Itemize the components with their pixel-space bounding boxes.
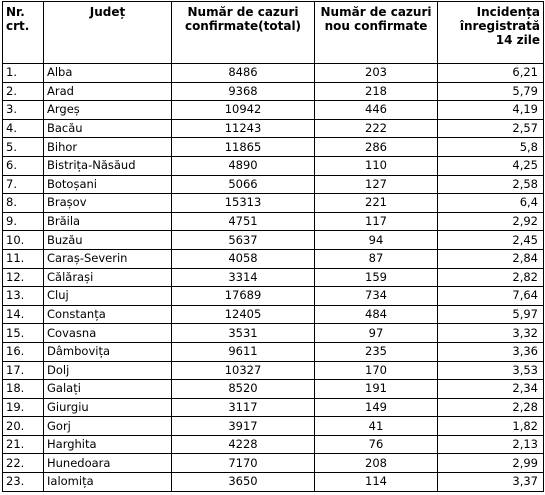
cell-new-cases: 87 bbox=[315, 249, 438, 268]
header-judet: Județ bbox=[44, 2, 172, 64]
cell-nr: 11. bbox=[3, 249, 44, 268]
cell-total-cases: 10942 bbox=[172, 101, 315, 120]
cell-judet: Botoșani bbox=[44, 175, 172, 194]
cell-judet: Ialomița bbox=[44, 473, 172, 492]
table-row bbox=[3, 305, 544, 324]
table-row bbox=[3, 473, 544, 492]
cell-total-cases: 9368 bbox=[172, 82, 315, 101]
cases-table bbox=[2, 1, 544, 492]
header-row bbox=[3, 2, 544, 64]
cell-new-cases: 117 bbox=[315, 212, 438, 231]
cell-incidence: 5,97 bbox=[438, 305, 544, 324]
cell-incidence: 2,92 bbox=[438, 212, 544, 231]
table-row bbox=[3, 138, 544, 157]
cell-new-cases: 218 bbox=[315, 82, 438, 101]
cell-nr: 20. bbox=[3, 417, 44, 436]
cell-incidence: 2,99 bbox=[438, 454, 544, 473]
table-row bbox=[3, 212, 544, 231]
cell-incidence: 2,34 bbox=[438, 380, 544, 399]
cell-total-cases: 11865 bbox=[172, 138, 315, 157]
cell-incidence: 4,25 bbox=[438, 156, 544, 175]
table-row bbox=[3, 82, 544, 101]
cell-incidence: 1,82 bbox=[438, 417, 544, 436]
cell-nr: 1. bbox=[3, 64, 44, 83]
cell-judet: Galați bbox=[44, 380, 172, 399]
header-total-cases: Număr de cazuri confirmate(total) bbox=[172, 2, 315, 64]
cell-nr: 14. bbox=[3, 305, 44, 324]
cell-incidence: 6,4 bbox=[438, 194, 544, 213]
cell-judet: Dâmbovița bbox=[44, 342, 172, 361]
header-new-cases: Număr de cazuri nou confirmate bbox=[315, 2, 438, 64]
cell-new-cases: 235 bbox=[315, 342, 438, 361]
cell-new-cases: 208 bbox=[315, 454, 438, 473]
cell-incidence: 3,36 bbox=[438, 342, 544, 361]
cell-nr: 23. bbox=[3, 473, 44, 492]
table-header bbox=[3, 2, 544, 64]
table-row bbox=[3, 398, 544, 417]
table-row bbox=[3, 231, 544, 250]
cell-nr: 16. bbox=[3, 342, 44, 361]
cell-nr: 22. bbox=[3, 454, 44, 473]
table-row bbox=[3, 64, 544, 83]
cell-incidence: 6,21 bbox=[438, 64, 544, 83]
cell-new-cases: 94 bbox=[315, 231, 438, 250]
cell-new-cases: 191 bbox=[315, 380, 438, 399]
cell-new-cases: 127 bbox=[315, 175, 438, 194]
cell-nr: 10. bbox=[3, 231, 44, 250]
cell-judet: Gorj bbox=[44, 417, 172, 436]
table-row bbox=[3, 249, 544, 268]
cell-judet: Brăila bbox=[44, 212, 172, 231]
cell-nr: 7. bbox=[3, 175, 44, 194]
table-row bbox=[3, 156, 544, 175]
cell-judet: Cluj bbox=[44, 287, 172, 306]
table-row bbox=[3, 342, 544, 361]
cell-judet: Alba bbox=[44, 64, 172, 83]
cell-incidence: 2,28 bbox=[438, 398, 544, 417]
table-row bbox=[3, 287, 544, 306]
cell-new-cases: 159 bbox=[315, 268, 438, 287]
cell-judet: Caraș-Severin bbox=[44, 249, 172, 268]
cell-nr: 6. bbox=[3, 156, 44, 175]
cell-new-cases: 149 bbox=[315, 398, 438, 417]
cell-nr: 8. bbox=[3, 194, 44, 213]
cell-incidence: 2,57 bbox=[438, 119, 544, 138]
cell-judet: Harghita bbox=[44, 435, 172, 454]
cell-incidence: 3,53 bbox=[438, 361, 544, 380]
cell-incidence: 5,8 bbox=[438, 138, 544, 157]
cell-nr: 5. bbox=[3, 138, 44, 157]
cell-total-cases: 8520 bbox=[172, 380, 315, 399]
cell-nr: 9. bbox=[3, 212, 44, 231]
cell-total-cases: 15313 bbox=[172, 194, 315, 213]
table-row bbox=[3, 435, 544, 454]
cell-total-cases: 4890 bbox=[172, 156, 315, 175]
cell-new-cases: 203 bbox=[315, 64, 438, 83]
table-row bbox=[3, 380, 544, 399]
cell-judet: Covasna bbox=[44, 324, 172, 343]
cell-new-cases: 286 bbox=[315, 138, 438, 157]
cell-nr: 12. bbox=[3, 268, 44, 287]
cell-incidence: 4,19 bbox=[438, 101, 544, 120]
cell-judet: Arad bbox=[44, 82, 172, 101]
table-row bbox=[3, 324, 544, 343]
cell-incidence: 3,37 bbox=[438, 473, 544, 492]
cell-total-cases: 3650 bbox=[172, 473, 315, 492]
table-row bbox=[3, 361, 544, 380]
cell-incidence: 2,82 bbox=[438, 268, 544, 287]
cell-judet: Constanța bbox=[44, 305, 172, 324]
cell-new-cases: 114 bbox=[315, 473, 438, 492]
table-row bbox=[3, 454, 544, 473]
cell-judet: Brașov bbox=[44, 194, 172, 213]
cell-total-cases: 5637 bbox=[172, 231, 315, 250]
cell-total-cases: 5066 bbox=[172, 175, 315, 194]
cell-nr: 15. bbox=[3, 324, 44, 343]
cell-incidence: 7,64 bbox=[438, 287, 544, 306]
cell-judet: Bistrița-Năsăud bbox=[44, 156, 172, 175]
cell-new-cases: 221 bbox=[315, 194, 438, 213]
cell-new-cases: 734 bbox=[315, 287, 438, 306]
cell-total-cases: 17689 bbox=[172, 287, 315, 306]
header-nr: Nr. crt. bbox=[3, 2, 44, 64]
cell-new-cases: 446 bbox=[315, 101, 438, 120]
cell-new-cases: 41 bbox=[315, 417, 438, 436]
table-row bbox=[3, 101, 544, 120]
cell-new-cases: 110 bbox=[315, 156, 438, 175]
cell-incidence: 2,13 bbox=[438, 435, 544, 454]
cell-total-cases: 8486 bbox=[172, 64, 315, 83]
cell-new-cases: 484 bbox=[315, 305, 438, 324]
cell-new-cases: 76 bbox=[315, 435, 438, 454]
cell-total-cases: 3117 bbox=[172, 398, 315, 417]
cell-new-cases: 97 bbox=[315, 324, 438, 343]
cell-incidence: 2,84 bbox=[438, 249, 544, 268]
cell-judet: Argeș bbox=[44, 101, 172, 120]
cell-judet: Buzău bbox=[44, 231, 172, 250]
table-row bbox=[3, 175, 544, 194]
cell-judet: Bihor bbox=[44, 138, 172, 157]
cell-nr: 17. bbox=[3, 361, 44, 380]
cell-nr: 21. bbox=[3, 435, 44, 454]
cell-nr: 3. bbox=[3, 101, 44, 120]
cell-judet: Călărași bbox=[44, 268, 172, 287]
cell-total-cases: 12405 bbox=[172, 305, 315, 324]
cell-incidence: 5,79 bbox=[438, 82, 544, 101]
cell-total-cases: 3917 bbox=[172, 417, 315, 436]
cell-total-cases: 11243 bbox=[172, 119, 315, 138]
header-incidence: Incidența înregistrată 14 zile bbox=[438, 2, 544, 64]
cell-judet: Giurgiu bbox=[44, 398, 172, 417]
cell-new-cases: 222 bbox=[315, 119, 438, 138]
cell-nr: 19. bbox=[3, 398, 44, 417]
cell-total-cases: 4228 bbox=[172, 435, 315, 454]
table-row bbox=[3, 268, 544, 287]
table-row bbox=[3, 194, 544, 213]
cell-judet: Dolj bbox=[44, 361, 172, 380]
cell-nr: 2. bbox=[3, 82, 44, 101]
cell-total-cases: 3531 bbox=[172, 324, 315, 343]
cell-total-cases: 4058 bbox=[172, 249, 315, 268]
cell-total-cases: 3314 bbox=[172, 268, 315, 287]
cell-incidence: 2,58 bbox=[438, 175, 544, 194]
cell-nr: 13. bbox=[3, 287, 44, 306]
cell-incidence: 2,45 bbox=[438, 231, 544, 250]
cell-judet: Bacău bbox=[44, 119, 172, 138]
table-row bbox=[3, 417, 544, 436]
table-row bbox=[3, 119, 544, 138]
cell-nr: 18. bbox=[3, 380, 44, 399]
cell-total-cases: 10327 bbox=[172, 361, 315, 380]
cell-total-cases: 7170 bbox=[172, 454, 315, 473]
cell-judet: Hunedoara bbox=[44, 454, 172, 473]
cell-incidence: 3,32 bbox=[438, 324, 544, 343]
table-body bbox=[3, 64, 544, 492]
cell-nr: 4. bbox=[3, 119, 44, 138]
cell-new-cases: 170 bbox=[315, 361, 438, 380]
cell-total-cases: 4751 bbox=[172, 212, 315, 231]
cell-total-cases: 9611 bbox=[172, 342, 315, 361]
